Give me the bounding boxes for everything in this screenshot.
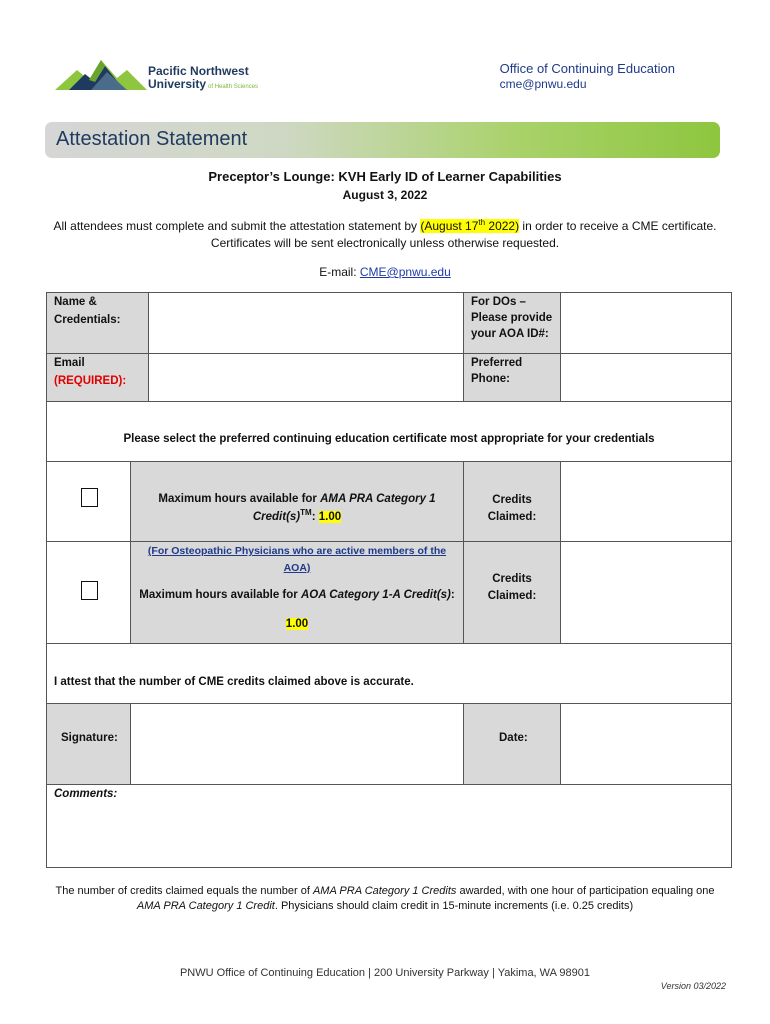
instructions-line1: All attendees must complete and submit the attestation statement by (August 17th 2022) in order to receive a CME certificate.	[53, 218, 717, 233]
aoa-checkbox[interactable]	[81, 581, 98, 600]
name-label-cell: Name & Credentials:	[46, 292, 149, 354]
comments-label: Comments:	[54, 788, 118, 800]
page-title: Attestation Statement	[56, 128, 248, 150]
event-date: August 3, 2022	[342, 188, 428, 202]
footer-address: PNWU Office of Continuing Education | 200 University Parkway | Yakima, WA 98901	[179, 967, 591, 979]
deadline-highlight: (August 17th 2022)	[420, 218, 520, 233]
aoa-id-label-cell: For DOs – Please provide your AOA ID#:	[463, 292, 561, 354]
date-field[interactable]	[560, 703, 732, 785]
date-label-cell: Date:	[463, 703, 561, 785]
logo-text-line1: Pacific Northwest	[148, 64, 249, 78]
attest-statement: I attest that the number of CME credits claimed above is accurate.	[54, 676, 414, 688]
aoa-credits-field[interactable]	[560, 541, 732, 644]
phone-label-cell: Preferred Phone:	[463, 353, 561, 402]
aoa-checkbox-cell	[46, 541, 131, 644]
name-field[interactable]	[148, 292, 464, 354]
required-label: (REQUIRED):	[54, 375, 127, 387]
ama-credits-field[interactable]	[560, 461, 732, 542]
aoa-option-cell: (For Osteopathic Physicians who are active members of the AOA) Maximum hours available for AOA Category 1-A Credit(s): 1.00	[130, 541, 464, 644]
title-banner	[45, 122, 720, 158]
certificate-select-heading-cell	[46, 401, 732, 462]
aoa-id-field[interactable]	[560, 292, 732, 354]
office-email[interactable]: cme@pnwu.edu	[499, 77, 587, 91]
aoa-note: (For Osteopathic Physicians who are active members of the	[147, 545, 447, 557]
attest-cell	[46, 643, 732, 704]
ama-checkbox[interactable]	[81, 488, 98, 507]
office-contact	[500, 61, 675, 91]
ama-credits-label-cell: Credits Claimed:	[463, 461, 561, 542]
credit-note-line2: AMA PRA Category 1 Credit. Physicians should claim credit in 15-minute increments (i.e. 0.25 credits)	[136, 900, 634, 912]
cme-email-link[interactable]: CME@pnwu.edu	[359, 265, 451, 279]
instructions-line2: Certificates will be sent electronically unless otherwise requested.	[210, 236, 560, 250]
aoa-credit-value: 1.00	[285, 618, 309, 630]
mountain-logo-icon	[55, 56, 147, 94]
signature-field[interactable]	[130, 703, 464, 785]
email-field[interactable]	[148, 353, 464, 402]
pnwu-logo	[55, 56, 275, 96]
ama-option-cell: Maximum hours available for AMA PRA Category 1 Credit(s)™: 1.00	[130, 461, 464, 542]
phone-field[interactable]	[560, 353, 732, 402]
contact-email-line: E-mail: CME@pnwu.edu	[319, 265, 451, 279]
credit-note-line1: The number of credits claimed equals the number of AMA PRA Category 1 Credits awarded, with one hour of participation equaling one	[55, 885, 715, 897]
ama-credit-value: 1.00	[318, 511, 342, 523]
version-label: Version 03/2022	[660, 981, 726, 991]
event-title: Preceptor’s Lounge: KVH Early ID of Learner Capabilities	[208, 169, 562, 184]
ama-checkbox-cell	[46, 461, 131, 542]
comments-field[interactable]	[46, 784, 732, 868]
certificate-select-heading: Please select the preferred continuing education certificate most appropriate for your credentials	[123, 433, 655, 445]
office-name: Office of Continuing Education	[499, 61, 675, 76]
logo-text-line2: University of Health Sciences	[148, 77, 259, 91]
signature-label-cell: Signature:	[46, 703, 131, 785]
aoa-credits-label-cell: Credits Claimed:	[463, 541, 561, 644]
email-label-cell: Email (REQUIRED):	[46, 353, 149, 402]
